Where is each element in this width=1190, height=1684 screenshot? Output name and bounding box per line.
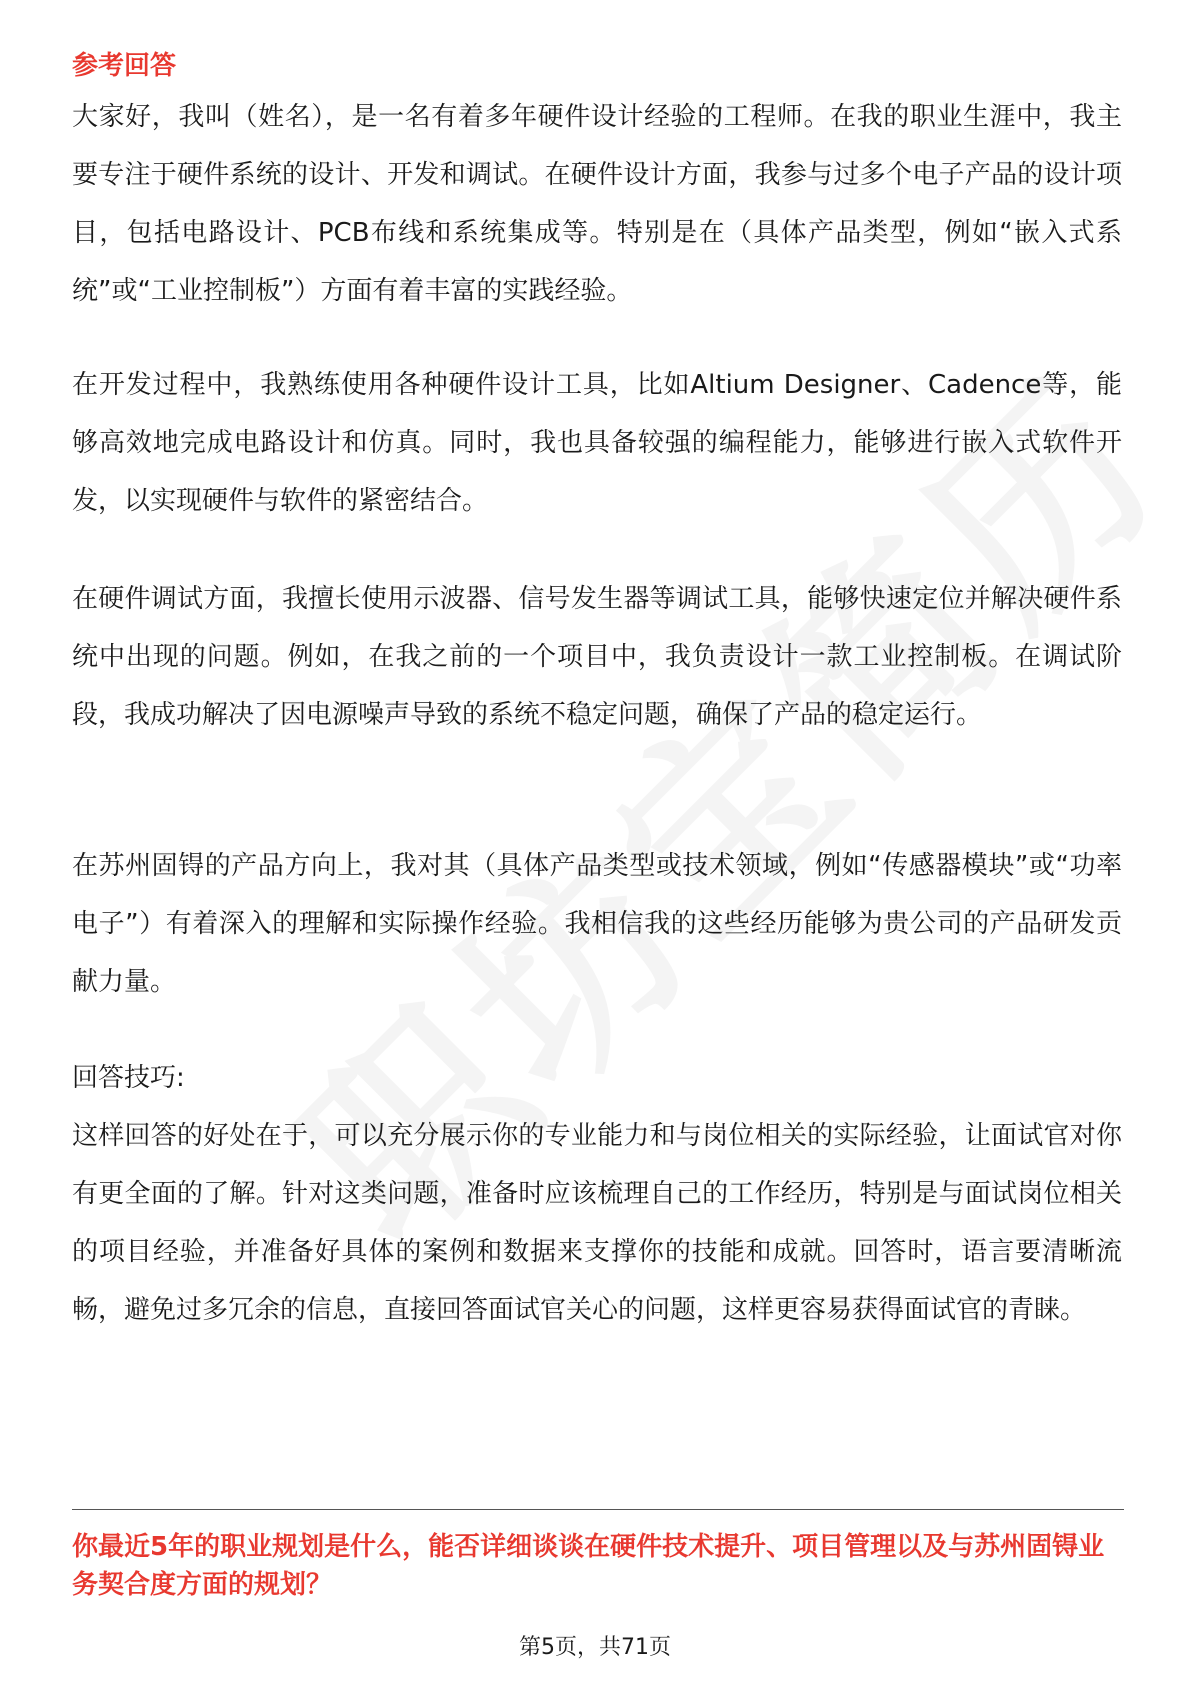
section-divider <box>72 1509 1124 1510</box>
answer-paragraph-2: 在开发过程中，我熟练使用各种硬件设计工具，比如Altium Designer、Cadence等，能够高效地完成电路设计和仿真。同时，我也具备较强的编程能力，能够进行嵌入式软件开发，以实现硬件与软件的紧密结合。 <box>72 370 1122 516</box>
answer-paragraph-1: 大家好，我叫（姓名），是一名有着多年硬件设计经验的工程师。在我的职业生涯中，我主要专注于硬件系统的设计、开发和调试。在硬件设计方面，我参与过多个电子产品的设计项目，包括电路设计、PCB布线和系统集成等。特别是在（具体产品类型，例如“嵌入式系统”或“工业控制板”）方面有着丰富的实践经验。 <box>72 102 1122 306</box>
answer-heading: 参考回答 <box>72 51 177 81</box>
tips-label: 回答技巧: <box>72 1063 185 1093</box>
answer-paragraph-4: 在苏州固锝的产品方向上，我对其（具体产品类型或技术领域，例如“传感器模块”或“功率电子”）有着深入的理解和实际操作经验。我相信我的这些经历能够为贵公司的产品研发贡献力量。 <box>72 851 1122 997</box>
tips-text: 这样回答的好处在于，可以充分展示你的专业能力和与岗位相关的实际经验，让面试官对你有更全面的了解。针对这类问题，准备时应该梳理自己的工作经历，特别是与面试岗位相关的项目经验，并准备好具体的案例和数据来支撑你的技能和成就。回答时，语言要清晰流畅，避免过多冗余的信息，直接回答面试官关心的问题，这样更容易获得面试官的青睐。 <box>72 1121 1122 1325</box>
page-footer: 第5页，共71页 <box>519 1635 671 1660</box>
answer-paragraph-3: 在硬件调试方面，我擅长使用示波器、信号发生器等调试工具，能够快速定位并解决硬件系统中出现的问题。例如，在我之前的一个项目中，我负责设计一款工业控制板。在调试阶段，我成功解决了因电源噪声导致的系统不稳定问题，确保了产品的稳定运行。 <box>72 584 1122 730</box>
next-question: 你最近5年的职业规划是什么，能否详细谈谈在硬件技术提升、项目管理以及与苏州固锝业务契合度方面的规划？ <box>72 1532 1105 1600</box>
